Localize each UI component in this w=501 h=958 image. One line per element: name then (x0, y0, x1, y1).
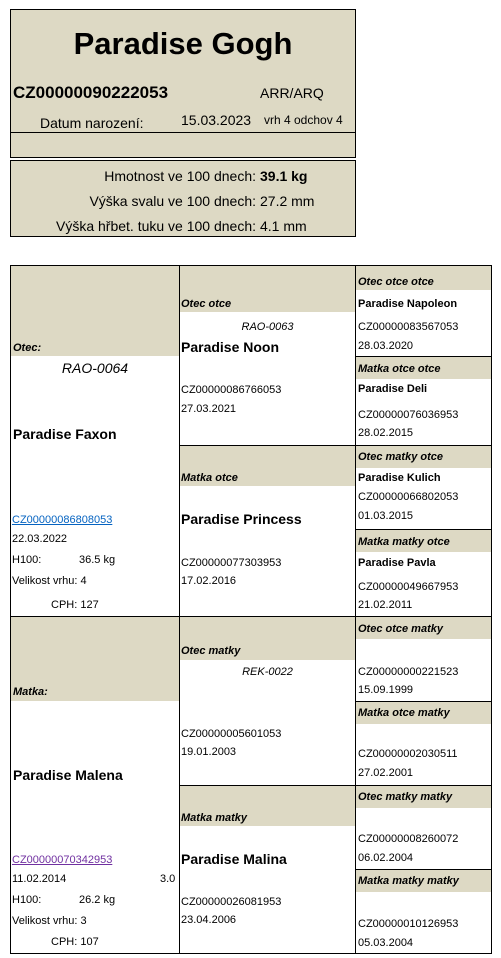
g3-3-reg: CZ00000066802053 (358, 491, 459, 503)
g3-1-header: Otec otce otce (358, 276, 434, 288)
mm-name: Paradise Malina (181, 851, 287, 867)
mf-header: Otec matky (181, 645, 241, 657)
registration-number: CZ00000090222053 (13, 83, 169, 102)
g3-7-header: Otec matky matky (358, 791, 453, 803)
muscle-value: 27.2 mm (260, 193, 315, 209)
fat-label: Výška hřbet. tuku ve 100 dnech: (55, 218, 256, 234)
g3-2-name: Paradise Deli (358, 383, 428, 395)
g3-3-date: 01.03.2015 (358, 510, 414, 522)
row-divider-c3-b (355, 529, 492, 530)
litter-info: vrh 4 odchov 4 (264, 113, 343, 127)
g3-3-name: Paradise Kulich (358, 472, 441, 484)
row-divider-c3-d (355, 869, 492, 870)
father-name: Paradise Faxon (13, 426, 117, 442)
mother-reg-link[interactable]: CZ00000070342953 (12, 854, 113, 866)
g3-3-header: Otec matky otce (358, 451, 443, 463)
father-reg-link[interactable]: CZ00000086808053 (12, 514, 113, 526)
g3-1-date: 28.03.2020 (358, 340, 414, 352)
mother-header: Matka: (13, 686, 48, 698)
g3-5-date: 15.09.1999 (358, 684, 414, 696)
mf-date: 19.01.2003 (181, 746, 237, 758)
mother-name: Paradise Malena (13, 767, 123, 783)
mother-h100-label: H100: (12, 894, 42, 906)
g3-8-date: 05.03.2004 (358, 937, 414, 949)
row-divider-main (10, 616, 492, 617)
mother-h100-value: 26.2 kg (79, 894, 116, 906)
fm-date: 17.02.2016 (181, 575, 237, 587)
birth-date: 15.03.2023 (181, 112, 252, 128)
row-divider-c3-a (355, 356, 492, 357)
fm-name: Paradise Princess (181, 511, 302, 527)
ff-header: Otec otce (181, 298, 232, 310)
g3-2-reg: CZ00000076036953 (358, 409, 459, 421)
father-h100-value: 36.5 kg (79, 554, 116, 566)
col-divider-1 (179, 265, 180, 954)
mm-reg: CZ00000026081953 (181, 896, 282, 908)
mother-cph: CPH: 107 (51, 936, 99, 948)
father-cph: CPH: 127 (51, 599, 99, 611)
mf-reg: CZ00000005601053 (181, 728, 282, 740)
g3-8-reg: CZ00000010126953 (358, 918, 459, 930)
weight-label: Hmotnost ve 100 dnech: (104, 168, 256, 184)
breed: ARR/ARQ (260, 85, 324, 101)
row-divider-c2-a (179, 445, 492, 446)
mother-extra-value: 3.0 (160, 873, 176, 885)
mm-header: Matka matky (181, 812, 248, 824)
g3-4-date: 21.02.2011 (358, 599, 413, 611)
g3-6-reg: CZ00000002030511 (358, 748, 458, 760)
mother-birth-date: 11.02.2014 (12, 873, 67, 885)
g3-2-date: 28.02.2015 (358, 427, 414, 439)
row-divider-c3-c (355, 701, 492, 702)
row-divider-c2-b (179, 785, 492, 786)
g3-5-header: Otec otce matky (358, 623, 443, 635)
g3-7-date: 06.02.2004 (358, 852, 414, 864)
g3-4-name: Paradise Pavla (358, 557, 436, 569)
ff-date: 27.03.2021 (181, 403, 237, 415)
mother-litter-size: Velikost vrhu: 3 (12, 915, 87, 927)
animal-name: Paradise Gogh (73, 26, 293, 61)
father-header: Otec: (13, 342, 42, 354)
fm-header: Matka otce (181, 472, 238, 484)
g3-1-reg: CZ00000083567053 (358, 321, 459, 333)
g3-4-reg: CZ00000049667953 (358, 581, 459, 593)
g3-6-date: 27.02.2001 (358, 767, 414, 779)
father-birth-date: 22.03.2022 (12, 533, 68, 545)
g3-7-reg: CZ00000008260072 (358, 833, 459, 845)
g3-4-header: Matka matky otce (358, 536, 450, 548)
ff-name: Paradise Noon (181, 339, 280, 355)
muscle-label: Výška svalu ve 100 dnech: (89, 193, 256, 209)
father-code: RAO-0064 (61, 360, 129, 376)
father-litter-size: Velikost vrhu: 4 (12, 575, 87, 587)
col-divider-2 (355, 265, 356, 954)
g3-8-header: Matka matky matky (358, 875, 459, 887)
mm-date: 23.04.2006 (181, 914, 237, 926)
father-h100-label: H100: (12, 554, 42, 566)
birth-date-label: Datum narození: (40, 115, 144, 131)
fm-reg: CZ00000077303953 (181, 557, 282, 569)
g3-2-header: Matka otce otce (358, 363, 441, 375)
fat-value: 4.1 mm (260, 218, 307, 234)
mf-code: REK-0022 (242, 666, 293, 678)
g3-1-name: Paradise Napoleon (358, 298, 458, 310)
g3-6-header: Matka otce matky (358, 707, 450, 719)
ff-code: RAO-0063 (241, 321, 294, 333)
ff-reg: CZ00000086766053 (181, 384, 282, 396)
weight-value: 39.1 kg (260, 168, 308, 184)
g3-5-reg: CZ00000000221523 (358, 666, 459, 678)
